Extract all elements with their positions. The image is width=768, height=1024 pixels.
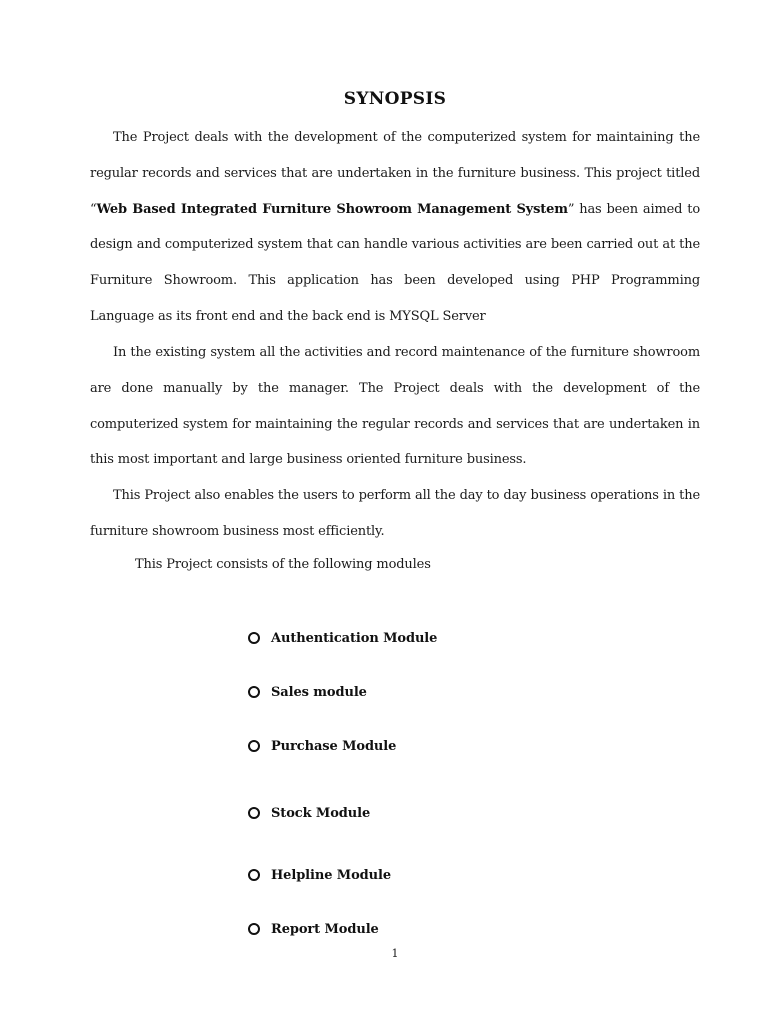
circle-bullet-icon bbox=[248, 923, 260, 935]
paragraph-text: ” has been aimed to design and computerized system that can handle various activities are been carried out at the Furniture Showroom. This application has been developed using PHP Programming Language as its front end and the back end is MYSQL Server bbox=[90, 201, 700, 324]
list-item bbox=[248, 865, 391, 885]
modules-intro: This Project consists of the following modules bbox=[135, 557, 431, 572]
list-item bbox=[248, 628, 437, 648]
page-number: 1 bbox=[391, 947, 399, 960]
paragraph-text: The Project deals with the development of the computerized system for maintaining the regular records and services that are undertaken in the furniture business. This project titled “ bbox=[90, 130, 700, 217]
paragraph-project-overview bbox=[90, 120, 700, 335]
list-item bbox=[248, 919, 379, 939]
list-item bbox=[248, 736, 396, 756]
module-label: Stock Module bbox=[271, 805, 371, 821]
circle-bullet-icon bbox=[248, 807, 260, 819]
module-label: Authentication Module bbox=[271, 630, 438, 646]
paragraph-existing-system: In the existing system all the activities and record maintenance of the furniture showroom are done manually by the manager. The Project deals with the development of the computerized system for maintaining the regular records and services that are undertaken in this most important and large business oriented furniture business. bbox=[90, 345, 700, 468]
circle-bullet-icon bbox=[248, 632, 260, 644]
page-title: SYNOPSIS bbox=[343, 89, 447, 109]
project-title-bold: Web Based Integrated Furniture Showroom Management System bbox=[96, 201, 568, 217]
module-label: Report Module bbox=[271, 921, 379, 937]
circle-bullet-icon bbox=[248, 869, 260, 881]
circle-bullet-icon bbox=[248, 686, 260, 698]
circle-bullet-icon bbox=[248, 740, 260, 752]
paragraph-project-benefits: This Project also enables the users to perform all the day to day business operations in the furniture showroom business most efficiently. bbox=[90, 488, 700, 539]
module-label: Purchase Module bbox=[271, 738, 397, 754]
module-label: Sales module bbox=[271, 684, 367, 700]
module-label: Helpline Module bbox=[271, 867, 392, 883]
list-item bbox=[248, 682, 367, 702]
list-item bbox=[248, 803, 370, 823]
